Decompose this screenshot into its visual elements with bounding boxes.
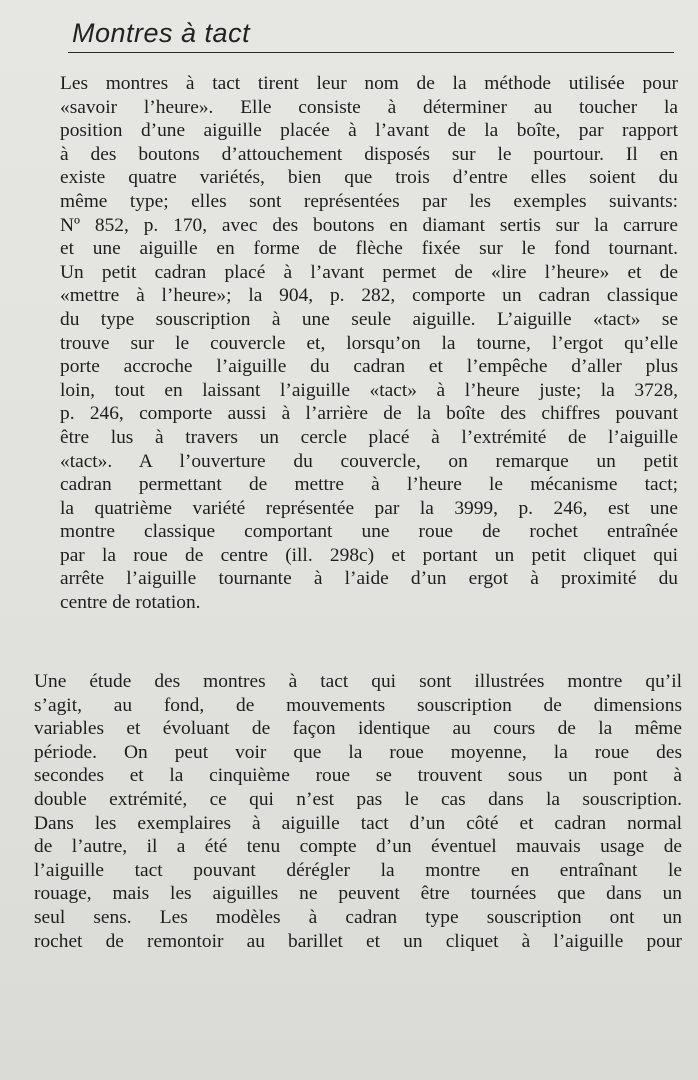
text-line: position d’une aiguille placée à l’avant de la boîte, par rapport [60,120,678,142]
text-line: «mettre à l’heure»; la 904, p. 282, comporte un cadran classique [60,285,678,307]
text-line: de l’autre, il a été tenu compte d’un éventuel mauvais usage de [34,836,682,858]
text-line: variables et évoluant de façon identique au cours de la même [34,718,682,740]
text-line: cadran permettant de mettre à l’heure le mécanisme tact; [60,474,678,496]
paragraph-1 [60,72,678,615]
text-line: porte accroche l’aiguille du cadran et l’empêche d’aller plus [60,356,678,378]
heading-rule [68,52,674,53]
text-line: l’aiguille tact pouvant dérégler la montre en entraînant le [34,859,682,881]
text-line: s’agit, au fond, de mouvements souscription de dimensions [34,694,682,716]
text-line: p. 246, comporte aussi à l’arrière de la boîte des chiffres pouvant [60,403,678,425]
text-line: être lus à travers un cercle placé à l’extrémité de l’aiguille [60,426,678,448]
text-line: arrête l’aiguille tournante à l’aide d’un ergot à proximité du [60,568,678,590]
section-heading: Montres à tact [72,18,251,48]
text-line: Les montres à tact tirent leur nom de la méthode utilisée pour [60,73,678,94]
text-line: du type souscription à une seule aiguille. L’aiguille «tact» se [60,308,678,330]
text-line: Nº 852, p. 170, avec des boutons en diamant sertis sur la carrure [60,214,678,236]
text-line: Un petit cadran placé à l’avant permet de «lire l’heure» et de [60,261,678,283]
text-line: secondes et la cinquième roue se trouvent sous un pont à [34,765,682,787]
text-line: existe quatre variétés, bien que trois d’entre elles soient du [60,167,678,189]
text-line: seul sens. Les modèles à cadran type souscription ont un [34,906,682,928]
text-line: Une étude des montres à tact qui sont illustrées montre qu’il [34,671,682,692]
text-line: rochet de remontoir au barillet et un cliquet à l’aiguille pour [34,930,682,952]
text-line: par la roue de centre (ill. 298c) et portant un petit cliquet qui [60,544,678,566]
text-line: la quatrième variété représentée par la 3999, p. 246, est une [60,497,678,519]
text-line: montre classique comportant une roue de rochet entraînée [60,521,678,543]
text-line: et une aiguille en forme de flèche fixée sur le fond tournant. [60,238,678,260]
text-line: centre de rotation. [60,592,201,614]
text-line: trouve sur le couvercle et, lorsqu’on la tourne, l’ergot qu’elle [60,332,678,354]
text-line: loin, tout en laissant l’aiguille «tact» à l’heure juste; la 3728, [60,379,678,401]
text-line: «tact». A l’ouverture du couvercle, on remarque un petit [60,450,678,472]
text-line: même type; elles sont représentées par les exemples suivants: [60,190,678,212]
paragraph-2 [34,670,682,953]
text-line: période. On peut voir que la roue moyenne, la roue des [34,741,682,763]
text-line: à des boutons d’attouchement disposés sur le pourtour. Il en [60,143,678,165]
text-line: rouage, mais les aiguilles ne peuvent être tournées que dans un [34,883,682,905]
text-line: «savoir l’heure». Elle consiste à déterminer au toucher la [60,96,678,118]
text-line: Dans les exemplaires à aiguille tact d’un côté et cadran normal [34,812,682,834]
text-line: double extrémité, ce qui n’est pas le cas dans la souscription. [34,788,682,810]
